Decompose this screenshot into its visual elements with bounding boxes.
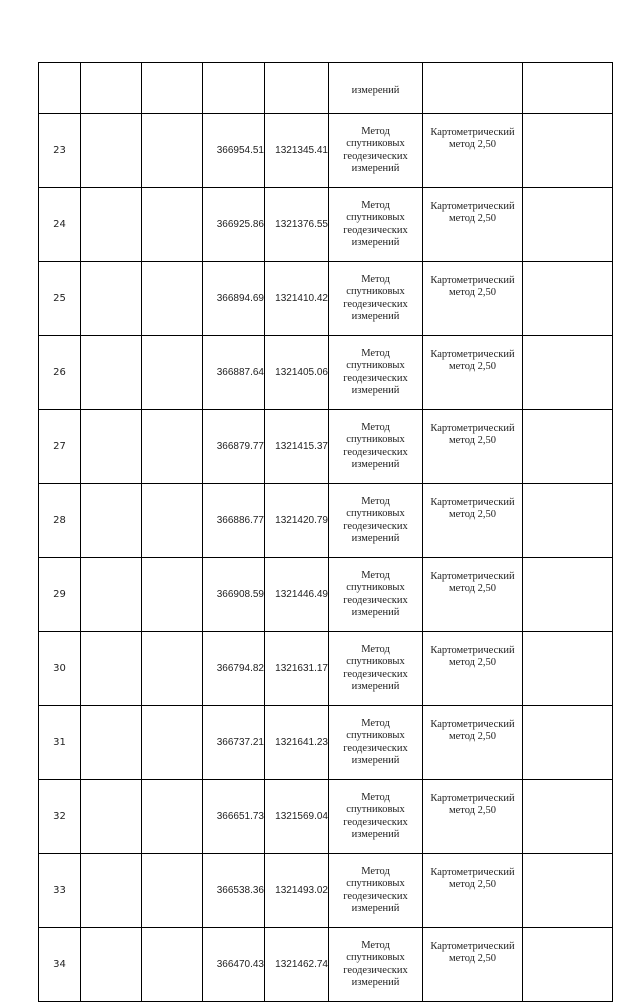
- point-number-cell: 29: [39, 558, 81, 632]
- accuracy-cell: [423, 114, 523, 188]
- point-number-cell: 31: [39, 706, 81, 780]
- y-coordinate-cell: 1321641.23: [265, 706, 329, 780]
- point-number-cell: 33: [39, 854, 81, 928]
- method-line: геодезических: [343, 668, 408, 680]
- method-line: измерений: [351, 458, 400, 470]
- method-line: геодезических: [343, 816, 408, 828]
- method-line: спутниковых: [346, 360, 405, 372]
- point-number-cell: 24: [39, 188, 81, 262]
- method-line: спутниковых: [346, 212, 405, 224]
- cell-empty: [523, 188, 613, 262]
- table-row-continued: [39, 63, 613, 114]
- cell-empty: [142, 188, 203, 262]
- method-cell: [329, 188, 423, 262]
- accuracy-line: Картометрический: [430, 349, 515, 360]
- method-line: геодезических: [343, 964, 408, 976]
- method-cell: [329, 928, 423, 1002]
- method-line: измерений: [351, 310, 400, 322]
- cell-empty: [81, 336, 142, 410]
- y-coordinate-cell: 1321410.42: [265, 262, 329, 336]
- cell-empty: [142, 632, 203, 706]
- method-line: измерений: [351, 828, 400, 840]
- method-cell: [329, 336, 423, 410]
- cell-empty: [81, 63, 142, 114]
- accuracy-cell: [423, 632, 523, 706]
- table-row: [39, 188, 613, 262]
- method-line: измерений: [351, 384, 400, 396]
- method-line: спутниковых: [346, 286, 405, 298]
- cell-empty: [81, 780, 142, 854]
- y-coordinate-cell: 1321493.02: [265, 854, 329, 928]
- x-coordinate-cell: 366737.21: [203, 706, 265, 780]
- cell-empty: [81, 854, 142, 928]
- method-line: геодезических: [343, 520, 408, 532]
- x-coordinate-cell: 366794.82: [203, 632, 265, 706]
- accuracy-line: метод 2,50: [448, 139, 497, 151]
- accuracy-line: Картометрический: [430, 127, 515, 138]
- accuracy-cell: [423, 928, 523, 1002]
- table-row: [39, 558, 613, 632]
- method-line: геодезических: [343, 150, 408, 162]
- method-line: измерений: [351, 902, 400, 914]
- method-line: Метод: [361, 643, 390, 655]
- method-line: Метод: [361, 421, 390, 433]
- accuracy-cell: [423, 854, 523, 928]
- accuracy-line: Картометрический: [430, 275, 515, 286]
- cell-empty: [142, 336, 203, 410]
- method-line: спутниковых: [346, 138, 405, 150]
- table-row: [39, 262, 613, 336]
- method-line: измерений: [351, 236, 400, 248]
- accuracy-line: Картометрический: [430, 793, 515, 804]
- point-number-cell: 23: [39, 114, 81, 188]
- x-coordinate-cell: 366894.69: [203, 262, 265, 336]
- table-body: [39, 63, 613, 1002]
- table-row: [39, 336, 613, 410]
- cell-empty: [39, 63, 81, 114]
- method-line: спутниковых: [346, 434, 405, 446]
- cell-empty: [142, 114, 203, 188]
- method-line: спутниковых: [346, 508, 405, 520]
- method-line: геодезических: [343, 594, 408, 606]
- method-line: спутниковых: [346, 952, 405, 964]
- y-coordinate-cell: 1321376.55: [265, 188, 329, 262]
- accuracy-line: Картометрический: [430, 201, 515, 212]
- cell-empty: [142, 854, 203, 928]
- cell-empty: [81, 410, 142, 484]
- accuracy-cell: [423, 262, 523, 336]
- method-line: спутниковых: [346, 804, 405, 816]
- cell-empty: [81, 632, 142, 706]
- method-line: Метод: [361, 347, 390, 359]
- method-line: Метод: [361, 939, 390, 951]
- method-line: геодезических: [343, 372, 408, 384]
- y-coordinate-cell: 1321345.41: [265, 114, 329, 188]
- accuracy-cell: [423, 780, 523, 854]
- method-line: спутниковых: [346, 656, 405, 668]
- cell-empty: [523, 632, 613, 706]
- method-cell: [329, 632, 423, 706]
- cell-empty: [142, 63, 203, 114]
- cell-empty: [81, 114, 142, 188]
- x-coordinate-cell: 366470.43: [203, 928, 265, 1002]
- method-line: геодезических: [343, 742, 408, 754]
- x-coordinate-cell: 366887.64: [203, 336, 265, 410]
- method-line: измерений: [351, 162, 400, 174]
- x-coordinate-cell: 366925.86: [203, 188, 265, 262]
- accuracy-line: метод 2,50: [448, 879, 497, 891]
- method-line: измерений: [351, 532, 400, 544]
- table-row: [39, 410, 613, 484]
- accuracy-cell: [423, 410, 523, 484]
- table-row: [39, 484, 613, 558]
- table-row: [39, 854, 613, 928]
- cell-empty: [523, 558, 613, 632]
- method-cell: измерений: [329, 63, 423, 114]
- accuracy-line: метод 2,50: [448, 361, 497, 373]
- table-row: [39, 114, 613, 188]
- cell-empty: [265, 63, 329, 114]
- point-number-cell: 27: [39, 410, 81, 484]
- method-line: геодезических: [343, 446, 408, 458]
- point-number-cell: 34: [39, 928, 81, 1002]
- accuracy-line: метод 2,50: [448, 435, 497, 447]
- method-line: Метод: [361, 125, 390, 137]
- accuracy-cell: [423, 558, 523, 632]
- point-number-cell: 25: [39, 262, 81, 336]
- table-row: [39, 706, 613, 780]
- table-row: [39, 632, 613, 706]
- accuracy-line: метод 2,50: [448, 953, 497, 965]
- method-line: геодезических: [343, 298, 408, 310]
- method-line: Метод: [361, 569, 390, 581]
- cell-empty: [142, 410, 203, 484]
- cell-empty: [142, 484, 203, 558]
- accuracy-line: Картометрический: [430, 423, 515, 434]
- x-coordinate-cell: 366651.73: [203, 780, 265, 854]
- cell-empty: [81, 928, 142, 1002]
- method-cell: [329, 114, 423, 188]
- accuracy-line: метод 2,50: [448, 509, 497, 521]
- point-number-cell: 28: [39, 484, 81, 558]
- method-line: спутниковых: [346, 582, 405, 594]
- method-cell: [329, 780, 423, 854]
- method-cell: [329, 558, 423, 632]
- cell-empty: [523, 336, 613, 410]
- x-coordinate-cell: 366538.36: [203, 854, 265, 928]
- method-cell: [329, 484, 423, 558]
- cell-empty: [523, 484, 613, 558]
- cell-empty: [423, 63, 523, 114]
- cell-empty: [81, 262, 142, 336]
- method-cell: [329, 410, 423, 484]
- accuracy-line: Картометрический: [430, 645, 515, 656]
- cell-empty: [523, 410, 613, 484]
- accuracy-line: метод 2,50: [448, 213, 497, 225]
- cell-empty: [142, 780, 203, 854]
- accuracy-line: метод 2,50: [448, 287, 497, 299]
- cell-empty: [523, 780, 613, 854]
- point-number-cell: 30: [39, 632, 81, 706]
- cell-empty: [523, 114, 613, 188]
- x-coordinate-cell: 366886.77: [203, 484, 265, 558]
- method-line: Метод: [361, 199, 390, 211]
- cell-empty: [523, 928, 613, 1002]
- method-line: Метод: [361, 495, 390, 507]
- accuracy-line: Картометрический: [430, 497, 515, 508]
- point-number-cell: 26: [39, 336, 81, 410]
- point-number-cell: 32: [39, 780, 81, 854]
- cell-empty: [81, 188, 142, 262]
- accuracy-line: Картометрический: [430, 571, 515, 582]
- accuracy-line: Картометрический: [430, 941, 515, 952]
- cell-empty: [142, 706, 203, 780]
- cell-empty: [203, 63, 265, 114]
- method-line: измерений: [351, 754, 400, 766]
- y-coordinate-cell: 1321446.49: [265, 558, 329, 632]
- accuracy-cell: [423, 484, 523, 558]
- method-cell: [329, 854, 423, 928]
- y-coordinate-cell: 1321415.37: [265, 410, 329, 484]
- y-coordinate-cell: 1321405.06: [265, 336, 329, 410]
- cell-empty: [81, 484, 142, 558]
- method-line: геодезических: [343, 224, 408, 236]
- method-line: Метод: [361, 717, 390, 729]
- method-line: Метод: [361, 865, 390, 877]
- method-line: геодезических: [343, 890, 408, 902]
- y-coordinate-cell: 1321569.04: [265, 780, 329, 854]
- y-coordinate-cell: 1321462.74: [265, 928, 329, 1002]
- cell-empty: [81, 558, 142, 632]
- method-cell: [329, 706, 423, 780]
- method-line: Метод: [361, 791, 390, 803]
- x-coordinate-cell: 366908.59: [203, 558, 265, 632]
- accuracy-cell: [423, 188, 523, 262]
- method-line: измерений: [351, 976, 400, 988]
- cell-empty: [523, 854, 613, 928]
- x-coordinate-cell: 366954.51: [203, 114, 265, 188]
- cell-empty: [523, 262, 613, 336]
- cell-empty: [81, 706, 142, 780]
- cell-empty: [142, 262, 203, 336]
- cell-empty: [142, 928, 203, 1002]
- accuracy-line: метод 2,50: [448, 583, 497, 595]
- y-coordinate-cell: 1321631.17: [265, 632, 329, 706]
- accuracy-line: метод 2,50: [448, 657, 497, 669]
- method-line: спутниковых: [346, 730, 405, 742]
- accuracy-line: метод 2,50: [448, 805, 497, 817]
- accuracy-line: Картометрический: [430, 867, 515, 878]
- method-cell: [329, 262, 423, 336]
- accuracy-line: метод 2,50: [448, 731, 497, 743]
- y-coordinate-cell: 1321420.79: [265, 484, 329, 558]
- method-line: Метод: [361, 273, 390, 285]
- method-line: измерений: [351, 680, 400, 692]
- coordinates-table: [38, 62, 613, 1002]
- method-line: измерений: [351, 606, 400, 618]
- cell-empty: [142, 558, 203, 632]
- method-line: спутниковых: [346, 878, 405, 890]
- accuracy-cell: [423, 336, 523, 410]
- cell-empty: [523, 706, 613, 780]
- x-coordinate-cell: 366879.77: [203, 410, 265, 484]
- accuracy-line: Картометрический: [430, 719, 515, 730]
- accuracy-cell: [423, 706, 523, 780]
- table-row: [39, 780, 613, 854]
- cell-empty: [523, 63, 613, 114]
- table-row: [39, 928, 613, 1002]
